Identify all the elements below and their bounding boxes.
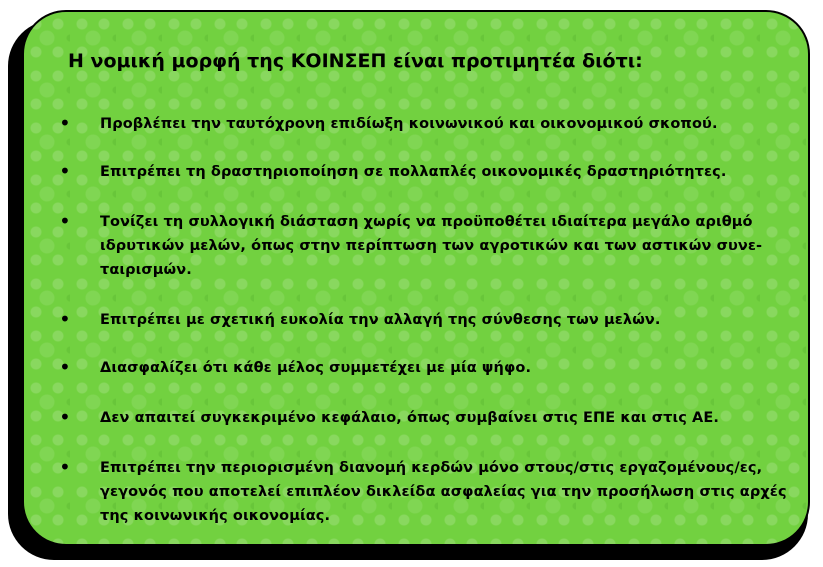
bullet-icon: •: [59, 307, 71, 331]
bullet-icon: •: [59, 405, 71, 429]
bullet-icon: •: [59, 355, 71, 379]
bullet-icon: •: [59, 111, 71, 135]
list-item-text: Δεν απαιτεί συγκεκριμένο κεφάλαιο, όπως συμβαίνει στις ΕΠΕ και στις ΑΕ.: [100, 410, 719, 426]
list-item-text: Επιτρέπει τη δραστηριοποίηση σε πολλαπλές οικονομικές δραστηριότητες.: [100, 164, 727, 180]
list-item-text: Επιτρέπει με σχετική ευκολία την αλλαγή της σύνθεσης των μελών.: [100, 312, 661, 328]
info-card: [22, 10, 810, 546]
card-title: Η νομική μορφή της ΚΟΙΝΣΕΠ είναι προτιμητέα διότι:: [68, 50, 643, 72]
list-item-text: Επιτρέπει την περιορισμένη διανομή κερδών μόνο στους/στις εργαζομένους/ες, γεγονός που αποτελεί επιπλέον δικλείδα ασφαλείας για την προσήλωση στις αρχές της κοινωνικής οικονομίας.: [100, 460, 787, 524]
bullet-icon: •: [59, 209, 71, 233]
bullet-icon: •: [59, 159, 71, 183]
list-item-text: Προβλέπει την ταυτόχρονη επιδίωξη κοινωνικού και οικονομικού σκοπού.: [100, 116, 718, 132]
bullet-icon: •: [59, 455, 71, 479]
list-item-text: Τονίζει τη συλλογική διάσταση χωρίς να προϋποθέτει ιδιαίτερα μεγάλο αριθμό ιδρυτικών μελών, όπως στην περίπτωση των αγροτικών και των αστικών συνε-ταιρισμών.: [100, 214, 763, 278]
list-item-text: Διασφαλίζει ότι κάθε μέλος συμμετέχει με μία ψήφο.: [100, 360, 532, 376]
